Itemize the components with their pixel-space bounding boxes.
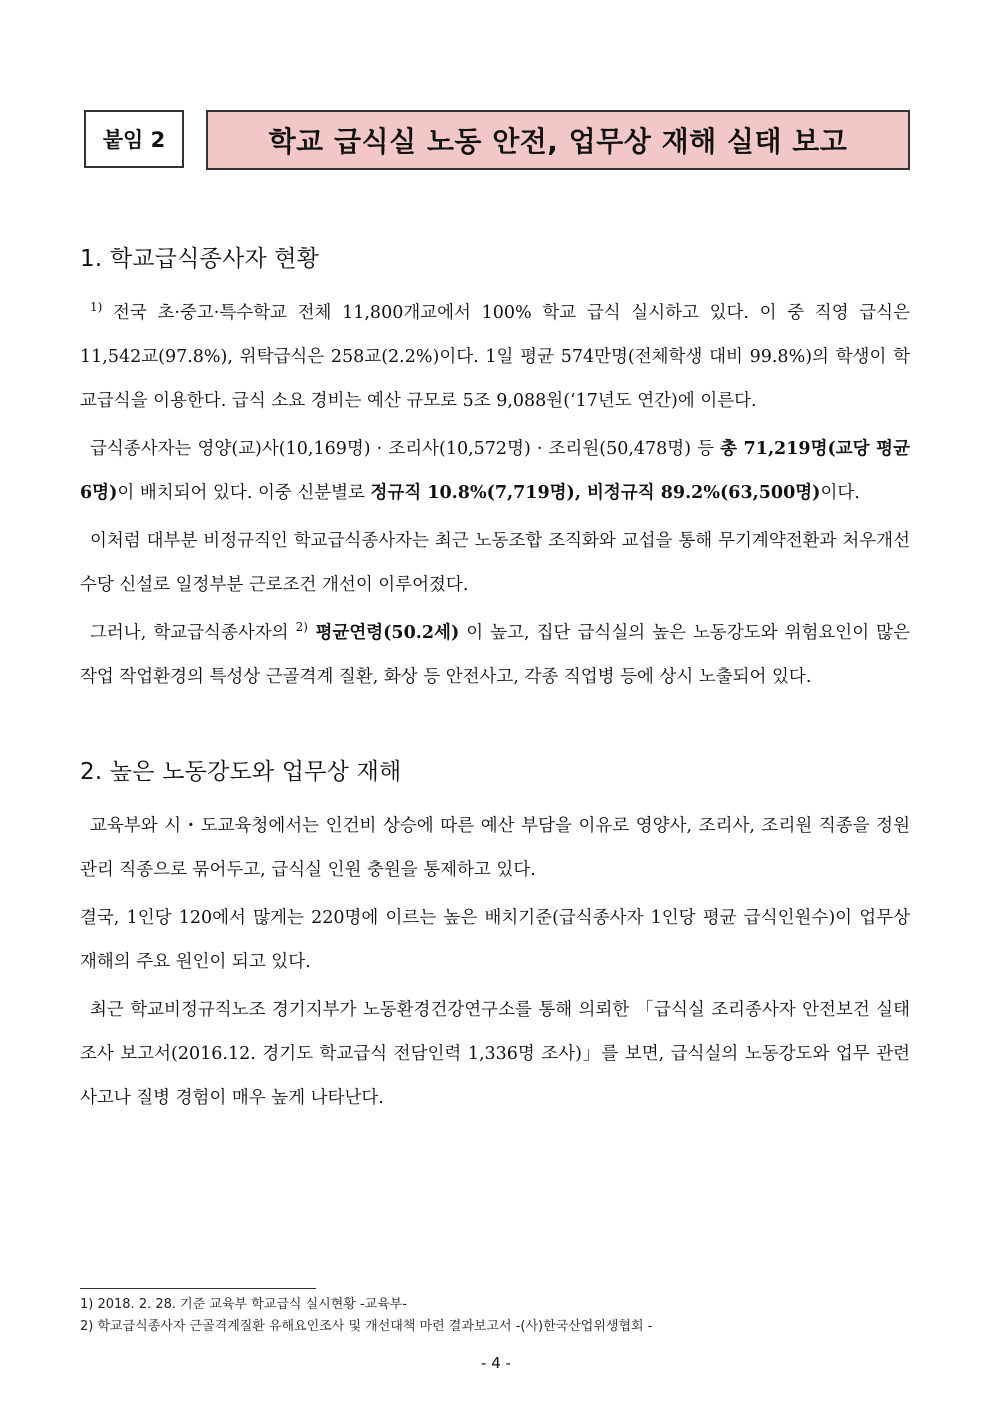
footnote-ref-2: 2): [295, 620, 308, 635]
section-2-paragraph-3: 최근 학교비정규직노조 경기지부가 노동환경건강연구소를 통해 의뢰한 「급식실 조리종사자 안전보건 실태조사 보고서(2016.12. 경기도 학교급식 전담인력 1,336명 조사)」를 보면, 급식실의 노동강도와 업무 관련 사고나 질병 경험이 매우 높게 나타난다.: [80, 1000, 910, 1108]
footnote-2: 2) 학교급식종사자 근골격계질환 유해요인조사 및 개선대책 마련 결과보고서 -(사)한국산업위생협회 -: [80, 1319, 653, 1334]
section-1-paragraph-4: [80, 611, 910, 699]
paragraph-text: 급식종사자는 영양(교)사(10,169명) · 조리사(10,572명) · 조리원(50,478명) 등: [90, 439, 721, 459]
section-1-paragraph-2: [80, 427, 910, 515]
document-title: 학교 급식실 노동 안전, 업무상 재해 실태 보고: [206, 110, 910, 170]
section-2-paragraph-1: 교육부와 시・도교육청에서는 인건비 상승에 따른 예산 부담을 이유로 영양사, 조리사, 조리원 직종을 정원관리 직종으로 묶어두고, 급식실 인원 충원을 통제하고 있다.: [80, 816, 910, 880]
emphasis-average-age: 평균연령(50.2세): [307, 623, 460, 643]
paragraph-text: 그러나, 학교급식종사자의: [90, 623, 296, 643]
section-2-heading: 2. 높은 노동강도와 업무상 재해: [80, 759, 402, 785]
section-1-paragraph-3: 이처럼 대부분 비정규직인 학교급식종사자는 최근 노동조합 조직화와 교섭을 통해 무기계약전환과 처우개선수당 신설로 일정부분 근로조건 개선이 이루어졌다.: [80, 531, 910, 595]
document-header: [84, 110, 910, 172]
section-2-paragraph-2: 결국, 1인당 120에서 많게는 220명에 이르는 높은 배치기준(급식종사자 1인당 평균 급식인원수)이 업무상 재해의 주요 원인이 되고 있다.: [80, 908, 910, 972]
paragraph-text: 이 높고, 집단 급식실의 높은 노동강도와 위험요인이 많은 작업 작업환경의 특성상 근골격계 질환, 화상 등 안전사고, 각종 직업병 등에 상시 노출되어 있다.: [80, 623, 910, 687]
attachment-tag: 붙임 2: [84, 110, 184, 168]
section-1-heading: 1. 학교급식종사자 현황: [80, 246, 320, 272]
paragraph-text: 전국 초·중고·특수학교 전체 11,800개교에서 100% 학교 급식 실시하고 있다. 이 중 직영 급식은 11,542교(97.8%), 위탁급식은 258교(2.2%)이다. 1일 평균 574만명(전체학생 대비 99.8%)의 학생이 학교급식을 이용한다. 급식 소요 경비는 예산 규모로 5조 9,088원(‘17년도 연간)에 이른다.: [80, 303, 910, 411]
page-number: - 4 -: [481, 1354, 511, 1372]
document-body: [80, 240, 910, 1124]
emphasis-total-staff: 총 71,219명(교당 평균 6명): [80, 439, 910, 503]
section-1-paragraph-1: [80, 291, 910, 423]
paragraph-text: 이다.: [820, 483, 860, 503]
footnote-divider: [80, 1288, 316, 1289]
footnote-1: 1) 2018. 2. 28. 기준 교육부 학교급식 실시현황 -교육부-: [80, 1297, 408, 1312]
footnotes: [80, 1294, 910, 1338]
paragraph-text: 이 배치되어 있다. 이중 신분별로: [117, 483, 371, 503]
footnote-ref-1: 1): [90, 300, 103, 315]
emphasis-employment-ratio: 정규직 10.8%(7,719명), 비정규직 89.2%(63,500명): [370, 483, 821, 503]
